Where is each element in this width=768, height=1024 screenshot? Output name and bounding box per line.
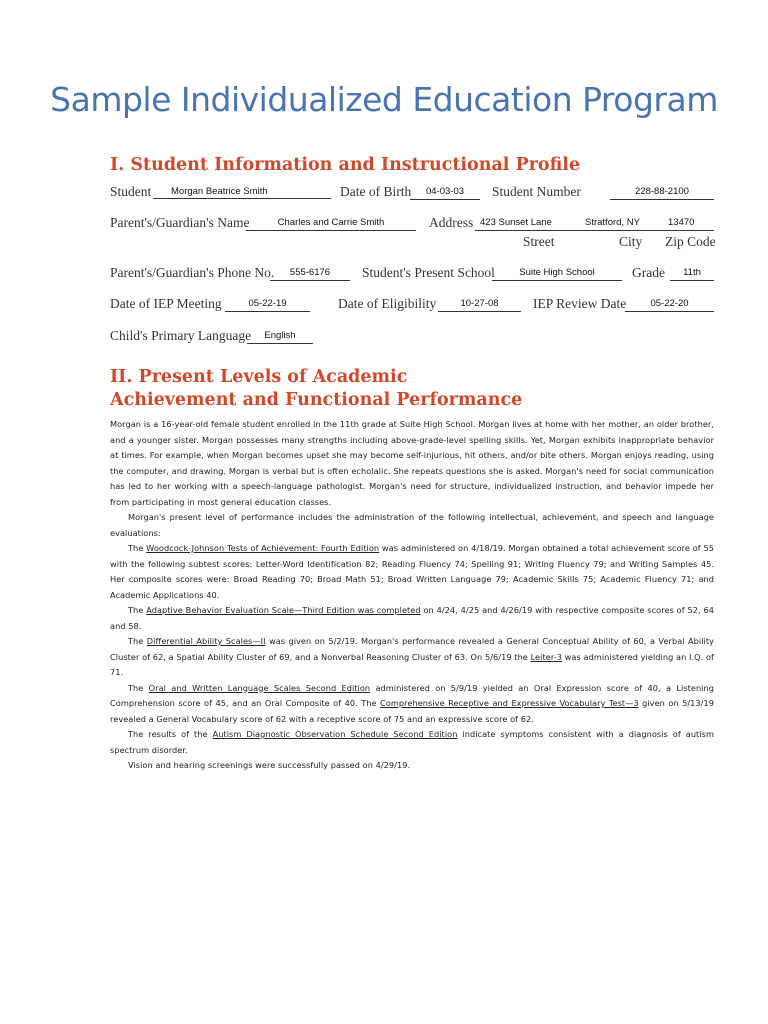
guardian-name-field[interactable]: Charles and Carrie Smith [246, 215, 416, 231]
guardian-phone-label: Parent's/Guardian's Phone No. [110, 265, 275, 280]
text: on 4/24, 4/25 and 4/26/19 with respective composite scores of 52, 64 and 58. [110, 605, 715, 631]
street-caption: Street [523, 234, 555, 249]
student-number-field[interactable]: 228-88-2100 [610, 184, 714, 200]
language-label: Child's Primary Language [110, 328, 252, 343]
iep-meeting-label: Date of IEP Meeting [110, 296, 222, 311]
test-name-das: Differential Ability Scales—II [146, 636, 266, 646]
zip-caption: Zip Code [665, 234, 716, 249]
iep-review-label: IEP Review Date [533, 296, 627, 311]
test-name-owls: Oral and Written Language Scales Second Edition [148, 682, 371, 693]
address-field[interactable] [475, 215, 714, 231]
text: administered on 5/9/19 yielded an Oral Expression score of 40, a Listening Comprehension score of 45, and an Oral Composite of 40. The [110, 682, 714, 708]
paragraph-adaptive [110, 603, 714, 634]
grade-field[interactable]: 11th [670, 265, 714, 281]
text: The [128, 682, 149, 693]
city-value: Stratford, NY [585, 217, 640, 228]
section-1-heading: I. Student Information and Instructional Profile [110, 155, 581, 175]
paragraph-screenings: Vision and hearing screenings were successfully passed on 4/29/19. [128, 760, 411, 770]
paragraph-evaluations: Morgan's present level of performance includes the administration of the following intellectual, achievement, and speech and language evaluations: [110, 512, 714, 538]
text: was administered yielding an I.Q. of 71. [110, 651, 714, 677]
grade-label: Grade [632, 265, 665, 280]
text: indicate symptoms consistent with a diagnosis of autism spectrum disorder. [110, 729, 714, 755]
test-name-woodcock: Woodcock-Johnson Tests of Achievement: Fourth Edition [146, 543, 380, 553]
guardian-phone-field[interactable]: 555-6176 [270, 265, 350, 281]
zip-value: 13470 [668, 217, 695, 228]
text: The [128, 543, 147, 553]
test-name-adaptive: Adaptive Behavior Evaluation Scale—Third Edition was completed [146, 605, 421, 615]
present-levels-body [110, 417, 714, 774]
paragraph-owls [110, 681, 714, 728]
student-number-label: Student Number [492, 184, 581, 199]
document-title: Sample Individualized Education Program [50, 80, 718, 119]
text: The results of the [128, 729, 213, 739]
paragraph-ados [110, 727, 714, 758]
iep-review-field[interactable]: 05-22-20 [625, 296, 714, 312]
student-label: Student [110, 184, 152, 199]
address-label: Address [429, 215, 474, 230]
test-name-leiter: Leiter-3 [530, 651, 562, 662]
text: The [128, 636, 147, 646]
street-value: 423 Sunset Lane [480, 217, 552, 228]
text: given on 5/13/19 revealed a General Vocabulary score of 62 with a receptive score of 75 and an expressive score of 62. [110, 698, 714, 724]
dob-field[interactable]: 04-03-03 [410, 184, 480, 200]
text: was given on 5/2/19. Morgan's performance revealed a General Conceptual Ability of 60, a Verbal Ability Cluster of 62, a Spatial Ability Cluster of 69, and a Nonverbal Reasoning Cluster of 63. On 5/6/19 the [110, 636, 715, 662]
student-name-field[interactable]: Morgan Beatrice Smith [153, 184, 331, 199]
iep-meeting-field[interactable]: 05-22-19 [225, 296, 310, 312]
present-school-field[interactable]: Suite High School [492, 265, 622, 281]
test-name-ados: Autism Diagnostic Observation Schedule Second Edition [212, 729, 458, 739]
eligibility-label: Date of Eligibility [338, 296, 437, 311]
paragraph-intro: Morgan is a 16-year-old female student enrolled in the 11th grade at Suite High School. Morgan lives at home with her mother, an older brother, and a younger sister. Morgan possesses many strengths including above-grade-level spelling skills. Yet, Morgan exhibits inappropriate behavior at times. For example, when Morgan becomes upset she may become self-injurious, hit others, and/or bite others. Morgan enjoys reading, using the computer, and drawing. Morgan is verbal but is often echolalic. She repeats questions she is asked. Morgan's need for social communication has led to her working with a speech-language pathologist. Morgan's need for structure, individualized instruction, and behavior impede her from participating in most general education classes. [110, 419, 714, 507]
text: The [128, 605, 147, 615]
section-2-heading-line1: II. Present Levels of Academic [110, 367, 408, 387]
paragraph-das [110, 634, 714, 681]
text: was administered on 4/18/19. Morgan obtained a total achievement score of 55 with the following subtest scores: Letter-Word Identification 82; Reading Fluency 74; Spelling 91; Writing Fluency 79; and Writing Samples 45. Her composite scores were: Broad Reading 70; Broad Math 51; Broad Written Language 79; Academic Skills 75; Academic Fluency 71; and Academic Applications 40. [110, 543, 714, 600]
city-caption: City [619, 234, 643, 249]
dob-label: Date of Birth [340, 184, 412, 199]
guardian-name-label: Parent's/Guardian's Name [110, 215, 250, 230]
section-2-heading-line2: Achievement and Functional Performance [110, 390, 523, 410]
language-field[interactable]: English [247, 328, 313, 344]
test-name-crevt: Comprehensive Receptive and Expressive Vocabulary Test—3 [380, 698, 639, 708]
paragraph-woodcock [110, 541, 714, 603]
eligibility-field[interactable]: 10-27-08 [438, 296, 521, 312]
section-2-heading [110, 366, 522, 412]
present-school-label: Student's Present School [362, 265, 495, 280]
